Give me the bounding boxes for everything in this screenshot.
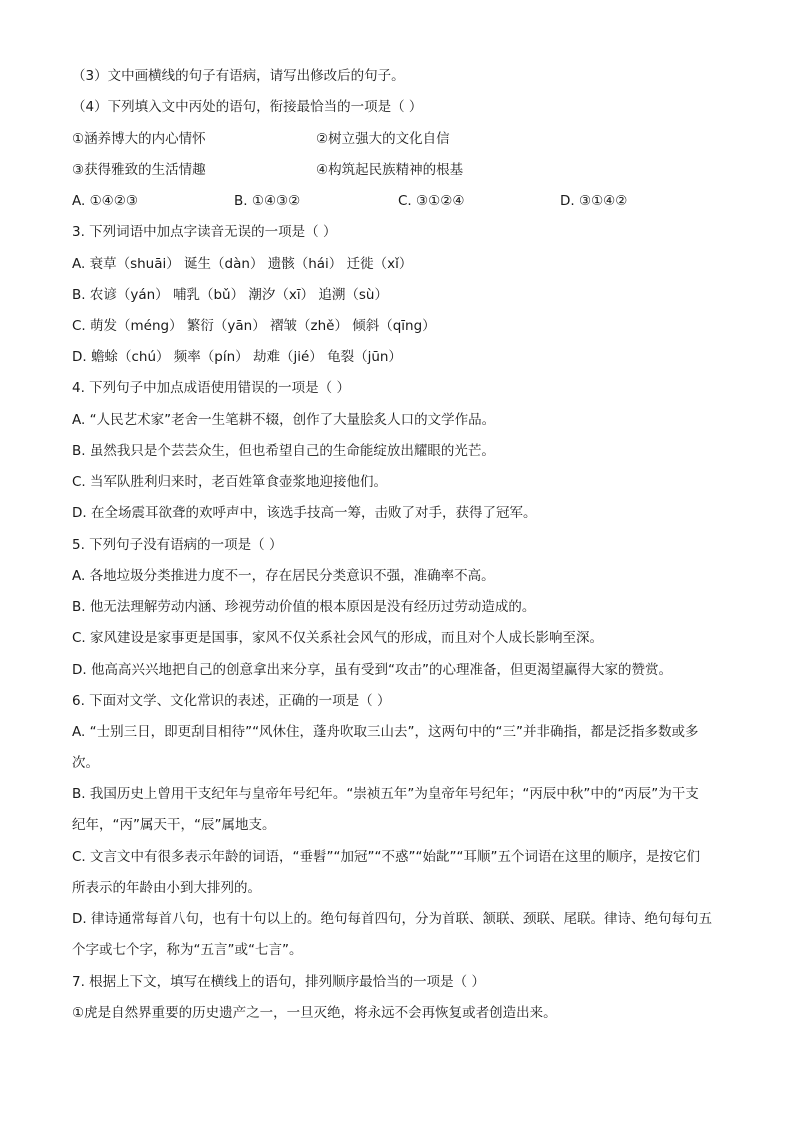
question-4-option-d: D. 在全场震耳欲聋的欢呼声中，该选手技高一筹，击败了对手，获得了冠军。 (72, 505, 537, 521)
question-6-option-d: D. 律诗通常每首八句，也有十句以上的。绝句每首四句，分为首联、颔联、颈联、尾联。律诗、绝句每句五个字或七个字，称为“五言”或“七言”。 (72, 911, 712, 958)
question-3-option-d: D. 蟾蜍（chú） 频率（pín） 劫难（jié） 龟裂（jūn） (72, 349, 402, 365)
choice-c: C. ③①②④ (398, 193, 465, 209)
question-6-option-b: B. 我国历史上曾用干支纪年与皇帝年号纪年。“崇祯五年”为皇帝年号纪年；“丙辰中秋”中的“丙辰”为干支纪年，“丙”属天干，“辰”属地支。 (72, 786, 699, 833)
question-3-option-b: B. 农谚（yán） 哺乳（bǔ） 潮汐（xī） 追溯（sù） (72, 287, 388, 303)
question-3: 3. 下列词语中加点字读音无误的一项是（ ） (72, 224, 337, 240)
question-5: 5. 下列句子没有语病的一项是（ ） (72, 537, 283, 553)
question-6-option-a: A. “士别三日，即更刮目相待”“风休住，蓬舟吹取三山去”，这两句中的“三”并非确指，都是泛指多数或多次。 (72, 724, 699, 771)
question-3-option-a: A. 衰草（shuāi） 诞生（dàn） 遗骸（hái） 迁徙（xǐ） (72, 256, 413, 272)
question-3-sub-3: （3）文中画横线的句子有语病，请写出修改后的句子。 (72, 68, 405, 84)
question-6-option-c: C. 文言文中有很多表示年龄的词语，“垂髫”“加冠”“不惑”“始龀”“耳顺”五个词语在这里的顺序，是按它们所表示的年龄由小到大排列的。 (72, 849, 700, 896)
question-4-option-c: C. 当军队胜利归来时，老百姓箪食壶浆地迎接他们。 (72, 474, 388, 490)
option-2: ②树立强大的文化自信 (316, 131, 450, 147)
option-3: ③获得雅致的生活情趣 (72, 162, 206, 178)
choice-b: B. ①④③② (234, 193, 301, 209)
question-5-option-b: B. 他无法理解劳动内涵、珍视劳动价值的根本原因是没有经历过劳动造成的。 (72, 599, 536, 615)
choice-d: D. ③①④② (560, 193, 628, 209)
option-4: ④构筑起民族精神的根基 (316, 162, 464, 178)
question-7-sentence-1: ①虎是自然界重要的历史遗产之一，一旦灭绝，将永远不会再恢复或者创造出来。 (72, 1005, 557, 1021)
question-4: 4. 下列句子中加点成语使用错误的一项是（ ） (72, 380, 350, 396)
question-6: 6. 下面对文学、文化常识的表述，正确的一项是（ ） (72, 693, 391, 709)
choice-a: A. ①④②③ (72, 193, 138, 209)
question-3-sub-4: （4）下列填入文中丙处的语句，衔接最恰当的一项是（ ） (72, 99, 423, 115)
question-7: 7. 根据上下文，填写在横线上的语句，排列顺序最恰当的一项是（ ） (72, 974, 485, 990)
question-5-option-d: D. 他高高兴兴地把自己的创意拿出来分享，虽有受到“攻击”的心理准备，但更渴望赢得大家的赞赏。 (72, 662, 672, 678)
option-1: ①涵养博大的内心情怀 (72, 131, 206, 147)
question-3-option-c: C. 萌发（méng） 繁衍（yān） 褶皱（zhě） 倾斜（qīng） (72, 318, 436, 334)
question-4-option-b: B. 虽然我只是个芸芸众生，但也希望自己的生命能绽放出耀眼的光芒。 (72, 443, 495, 459)
question-5-option-a: A. 各地垃圾分类推进力度不一，存在居民分类意识不强，准确率不高。 (72, 568, 495, 584)
question-5-option-c: C. 家风建设是家事更是国事，家风不仅关系社会风气的形成，而且对个人成长影响至深。 (72, 630, 604, 646)
question-4-option-a: A. “人民艺术家”老舍一生笔耕不辍，创作了大量脍炙人口的文学作品。 (72, 412, 496, 428)
